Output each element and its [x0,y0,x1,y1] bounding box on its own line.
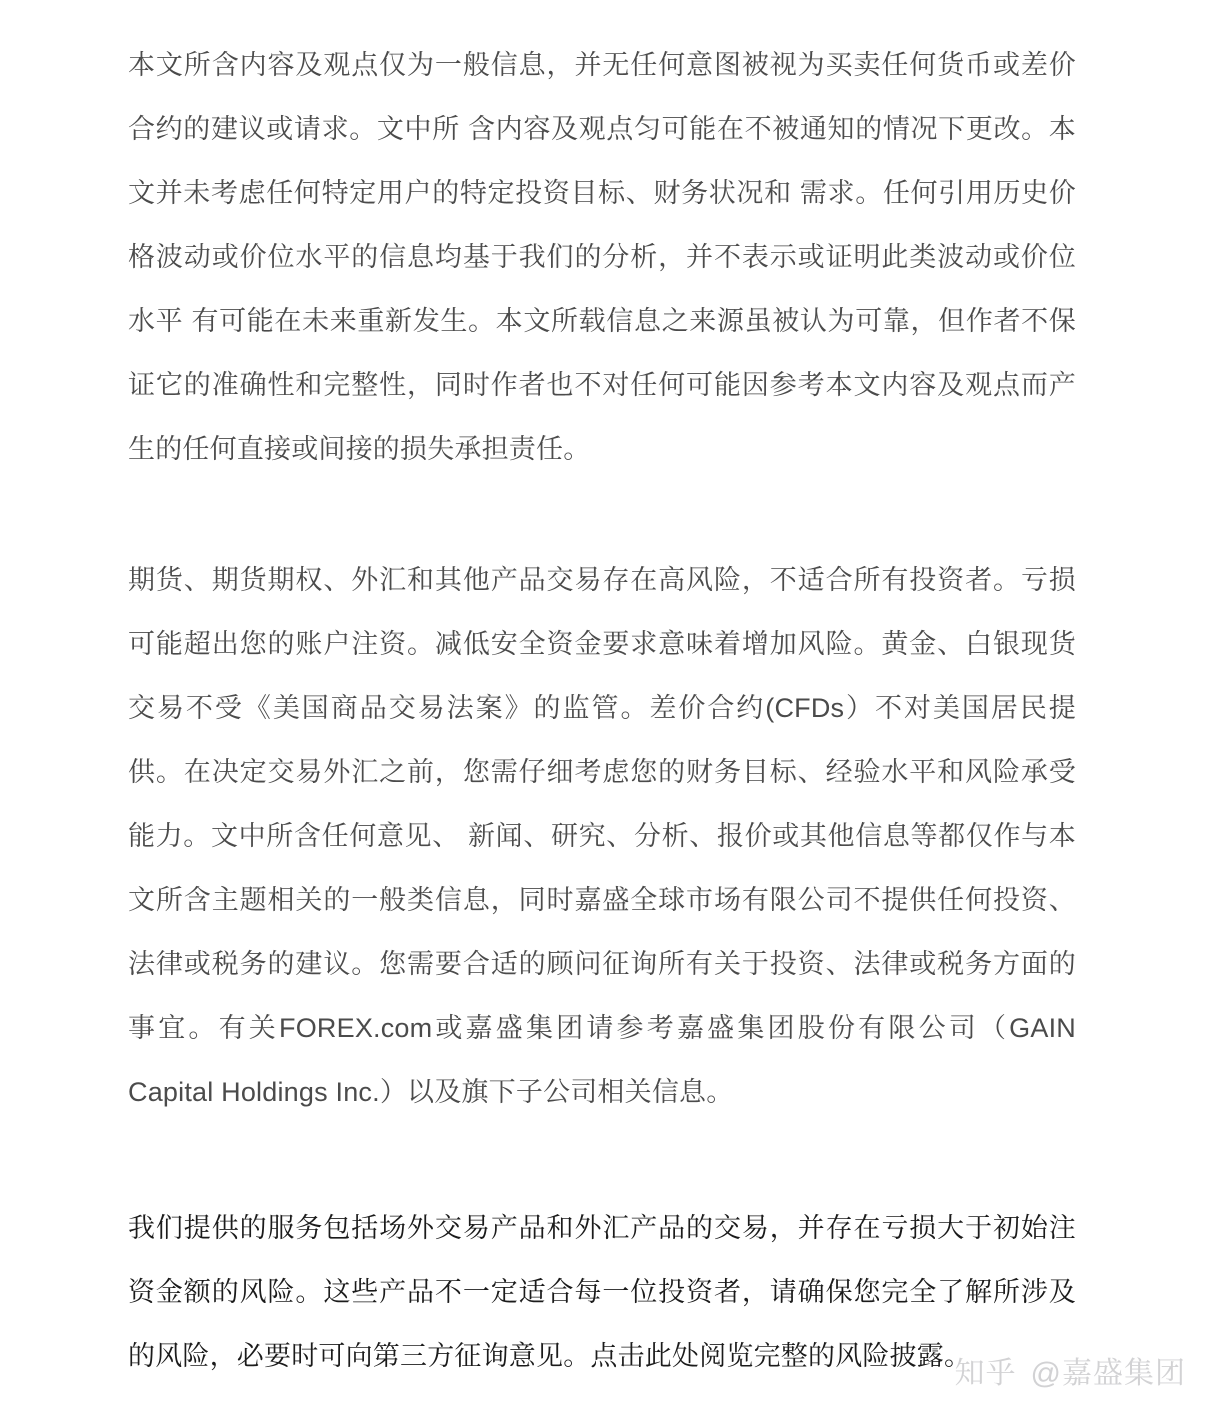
paragraph-general-disclaimer: 本文所含内容及观点仅为一般信息，并无任何意图被视为买卖任何货币或差价合约的建议或请求。文中所 含内容及观点匀可能在不被通知的情况下更改。本文并未考虑任何特定用户的特定投资目标、财务状况和 需求。任何引用历史价格波动或价位水平的信息均基于我们的分析，并不表示或证明此类波动或价位水平 有可能在未来重新发生。本文所载信息之来源虽被认为可靠，但作者不保证它的准确性和完整性，同时作者也不对任何可能因参考本文内容及观点而产生的任何直接或间接的损失承担责任。 [128,50,1076,464]
zhihu-author-handle: @嘉盛集团 [1030,1357,1186,1390]
paragraph-service-scope: 我们提供的服务包括场外交易产品和外汇产品的交易，并存在亏损大于初始注资金额的风险。这些产品不一定适合每一位投资者，请确保您完全了解所涉及的风险，必要时可向第三方征询意见。点击此处阅览完整的风险披露。 [128,1213,1076,1371]
article-body [128,0,1076,1409]
paragraph-risk-warning: 期货、期货期权、外汇和其他产品交易存在高风险，不适合所有投资者。亏损可能超出您的账户注资。减低安全资金要求意味着增加风险。黄金、白银现货交易不受《美国商品交易法案》的监管。差价合约(CFDs）不对美国居民提供。在决定交易外汇之前，您需仔细考虑您的财务目标、经验水平和风险承受能力。文中所含任何意见、 新闻、研究、分析、报价或其他信息等都仅作与本文所含主题相关的一般类信息，同时嘉盛全球市场有限公司不提供任何投资、法律或税务的建议。您需要合适的顾问征询所有关于投资、法律或税务方面的事宜。有关FOREX.com或嘉盛集团请参考嘉盛集团股份有限公司（GAIN Capital Holdings Inc.）以及旗下子公司相关信息。 [128,565,1076,1107]
zhihu-logo-text: 知乎 [954,1357,1017,1390]
